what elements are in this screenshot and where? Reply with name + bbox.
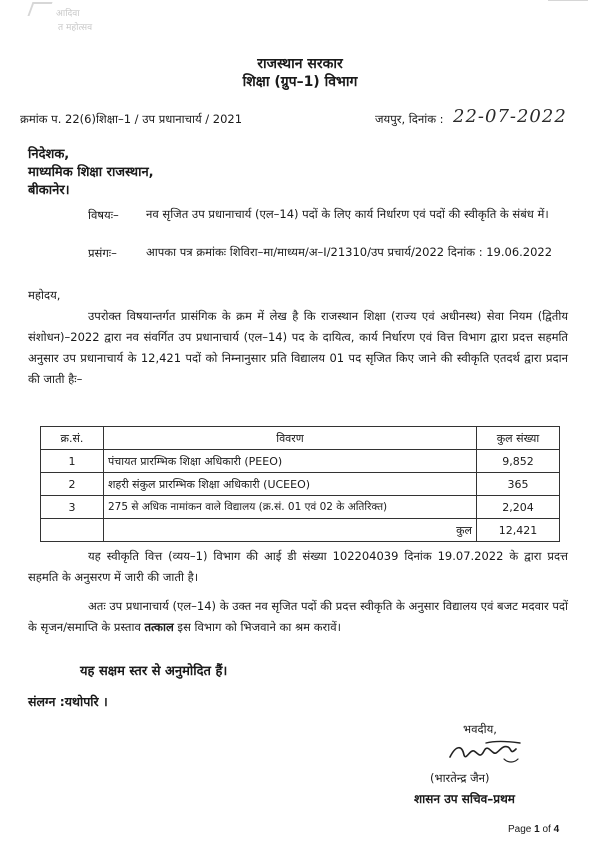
row-description: 275 से अधिक नामांकन वाले विद्यालय (क्र.सं. 01 एवं 02 के अतिरिक्त) (104, 496, 477, 519)
body-paragraph-2: यह स्वीकृति वित्त (व्यय–1) विभाग की आई डी संख्या 102204039 दिनांक 19.07.2022 के द्वारा प्रदत्त सहमति के अनुसरण में जारी की जाती है। (28, 549, 568, 584)
approval-note: यह सक्षम स्तर से अनुमोदित हैं। (80, 664, 228, 679)
header-count: कुल संख्या (477, 427, 560, 450)
body-paragraph-3 (28, 596, 568, 638)
row-count: 2,204 (477, 496, 560, 519)
page-total: 4 (553, 824, 560, 835)
salutation: महोदय, (28, 288, 61, 302)
page-prefix: Page (508, 824, 532, 835)
row-serial: 2 (41, 473, 104, 496)
addressee-line-3: बीकानेर। (28, 183, 70, 198)
paragraph-3-start: अतः उप प्रधानाचार्य (एल–14) के उक्त नव सृजित पदों की प्रदत्त स्वीकृति के अनुसार विद्यालय एवं बजट मदवार पदों के सृजन/समाप्ति के प्रस्ताव (28, 599, 568, 634)
header-description: विवरण (104, 427, 477, 450)
context-text: आपका पत्र क्रमांकः शिविरा–मा/माध्यम/अ–I/21310/उप प्रचार्य/2022 दिनांक : 19.06.2022 (146, 245, 553, 259)
row-count: 365 (477, 473, 560, 496)
paragraph-3-end: इस विभाग को भिजवाने का श्रम करावें। (173, 620, 341, 634)
page-of: of (542, 824, 551, 835)
table-row (41, 473, 560, 496)
page-current: 1 (534, 824, 540, 835)
scan-edge-mark (548, 0, 588, 5)
total-empty-cell (41, 519, 104, 542)
addressee-line-2: माध्यमिक शिक्षा राजस्थान, (28, 165, 154, 180)
row-serial: 3 (41, 496, 104, 519)
row-count: 9,852 (477, 450, 560, 473)
table-header-row (41, 427, 560, 450)
row-description: पंचायत प्रारम्भिक शिक्षा अधिकारी (PEEO) (104, 450, 477, 473)
signer-title: शासन उप सचिव–प्रथम (414, 792, 515, 806)
addressee-line-1: निदेशक, (28, 147, 70, 162)
handwritten-signature (446, 737, 526, 767)
department-heading: शिक्षा (ग्रुप–1) विभाग (242, 74, 358, 90)
stamp-mark-icon (27, 2, 52, 16)
row-description: शहरी संकुल प्रारम्भिक शिक्षा अधिकारी (UCEEO) (104, 473, 477, 496)
subject-text: नव सृजित उप प्रधानाचार्य (एल–14) पदों के लिए कार्य निर्धारण एवं पदों की स्वीकृति के संबंध में। (146, 207, 549, 221)
subject-label: विषयः– (88, 208, 119, 222)
stamp-line-2: त महोत्सव (58, 23, 93, 33)
total-label: कुल (104, 519, 477, 542)
table-total-row (41, 519, 560, 542)
body-paragraph-1: उपरोक्त विषयान्तर्गत प्रासंगिक के क्रम में लेख है कि राजस्थान शिक्षा (राज्य एवं अधीनस्थ) सेवा नियम (द्वितीय संशोधन)–2022 द्वारा नव संवर्गित उप प्रधानाचार्य (एल–14) पद के दायित्व, कार्य निर्धारण एवं वित्त विभाग द्वारा प्रदत्त सहमति अनुसार उप प्रधानाचार्य के 12,421 पदों को निम्नानुसार प्रति विद्यालय 01 पद सृजित किए जाने की स्वीकृति एतदर्थ द्वारा प्रदान की जाती हैः– (28, 309, 568, 386)
context-label: प्रसंगः– (88, 246, 117, 260)
page-number (508, 824, 559, 835)
table-row (41, 450, 560, 473)
row-serial: 1 (41, 450, 104, 473)
header-serial: क्र.सं. (41, 427, 104, 450)
table-row (41, 496, 560, 519)
reference-number: क्रमांक प. 22(6)शिक्षा–1 / उप प्रधानाचार्य / 2021 (20, 112, 243, 126)
posts-table (40, 426, 560, 542)
stamp-line-1: आदिवा (56, 9, 80, 19)
signer-name: (भारतेन्द्र जैन) (430, 771, 490, 785)
enclosure-note: संलग्न :यथोपरि । (28, 694, 108, 709)
total-value: 12,421 (477, 519, 560, 542)
sign-off-yours: भवदीय, (463, 722, 497, 736)
paragraph-3-emphasis: तत्काल (144, 620, 174, 634)
handwritten-date: 22-07-2022 (453, 106, 567, 127)
government-heading: राजस्थान सरकार (257, 56, 343, 72)
place-date-label: जयपुर, दिनांक : (375, 112, 444, 126)
corner-stamp (30, 2, 140, 40)
